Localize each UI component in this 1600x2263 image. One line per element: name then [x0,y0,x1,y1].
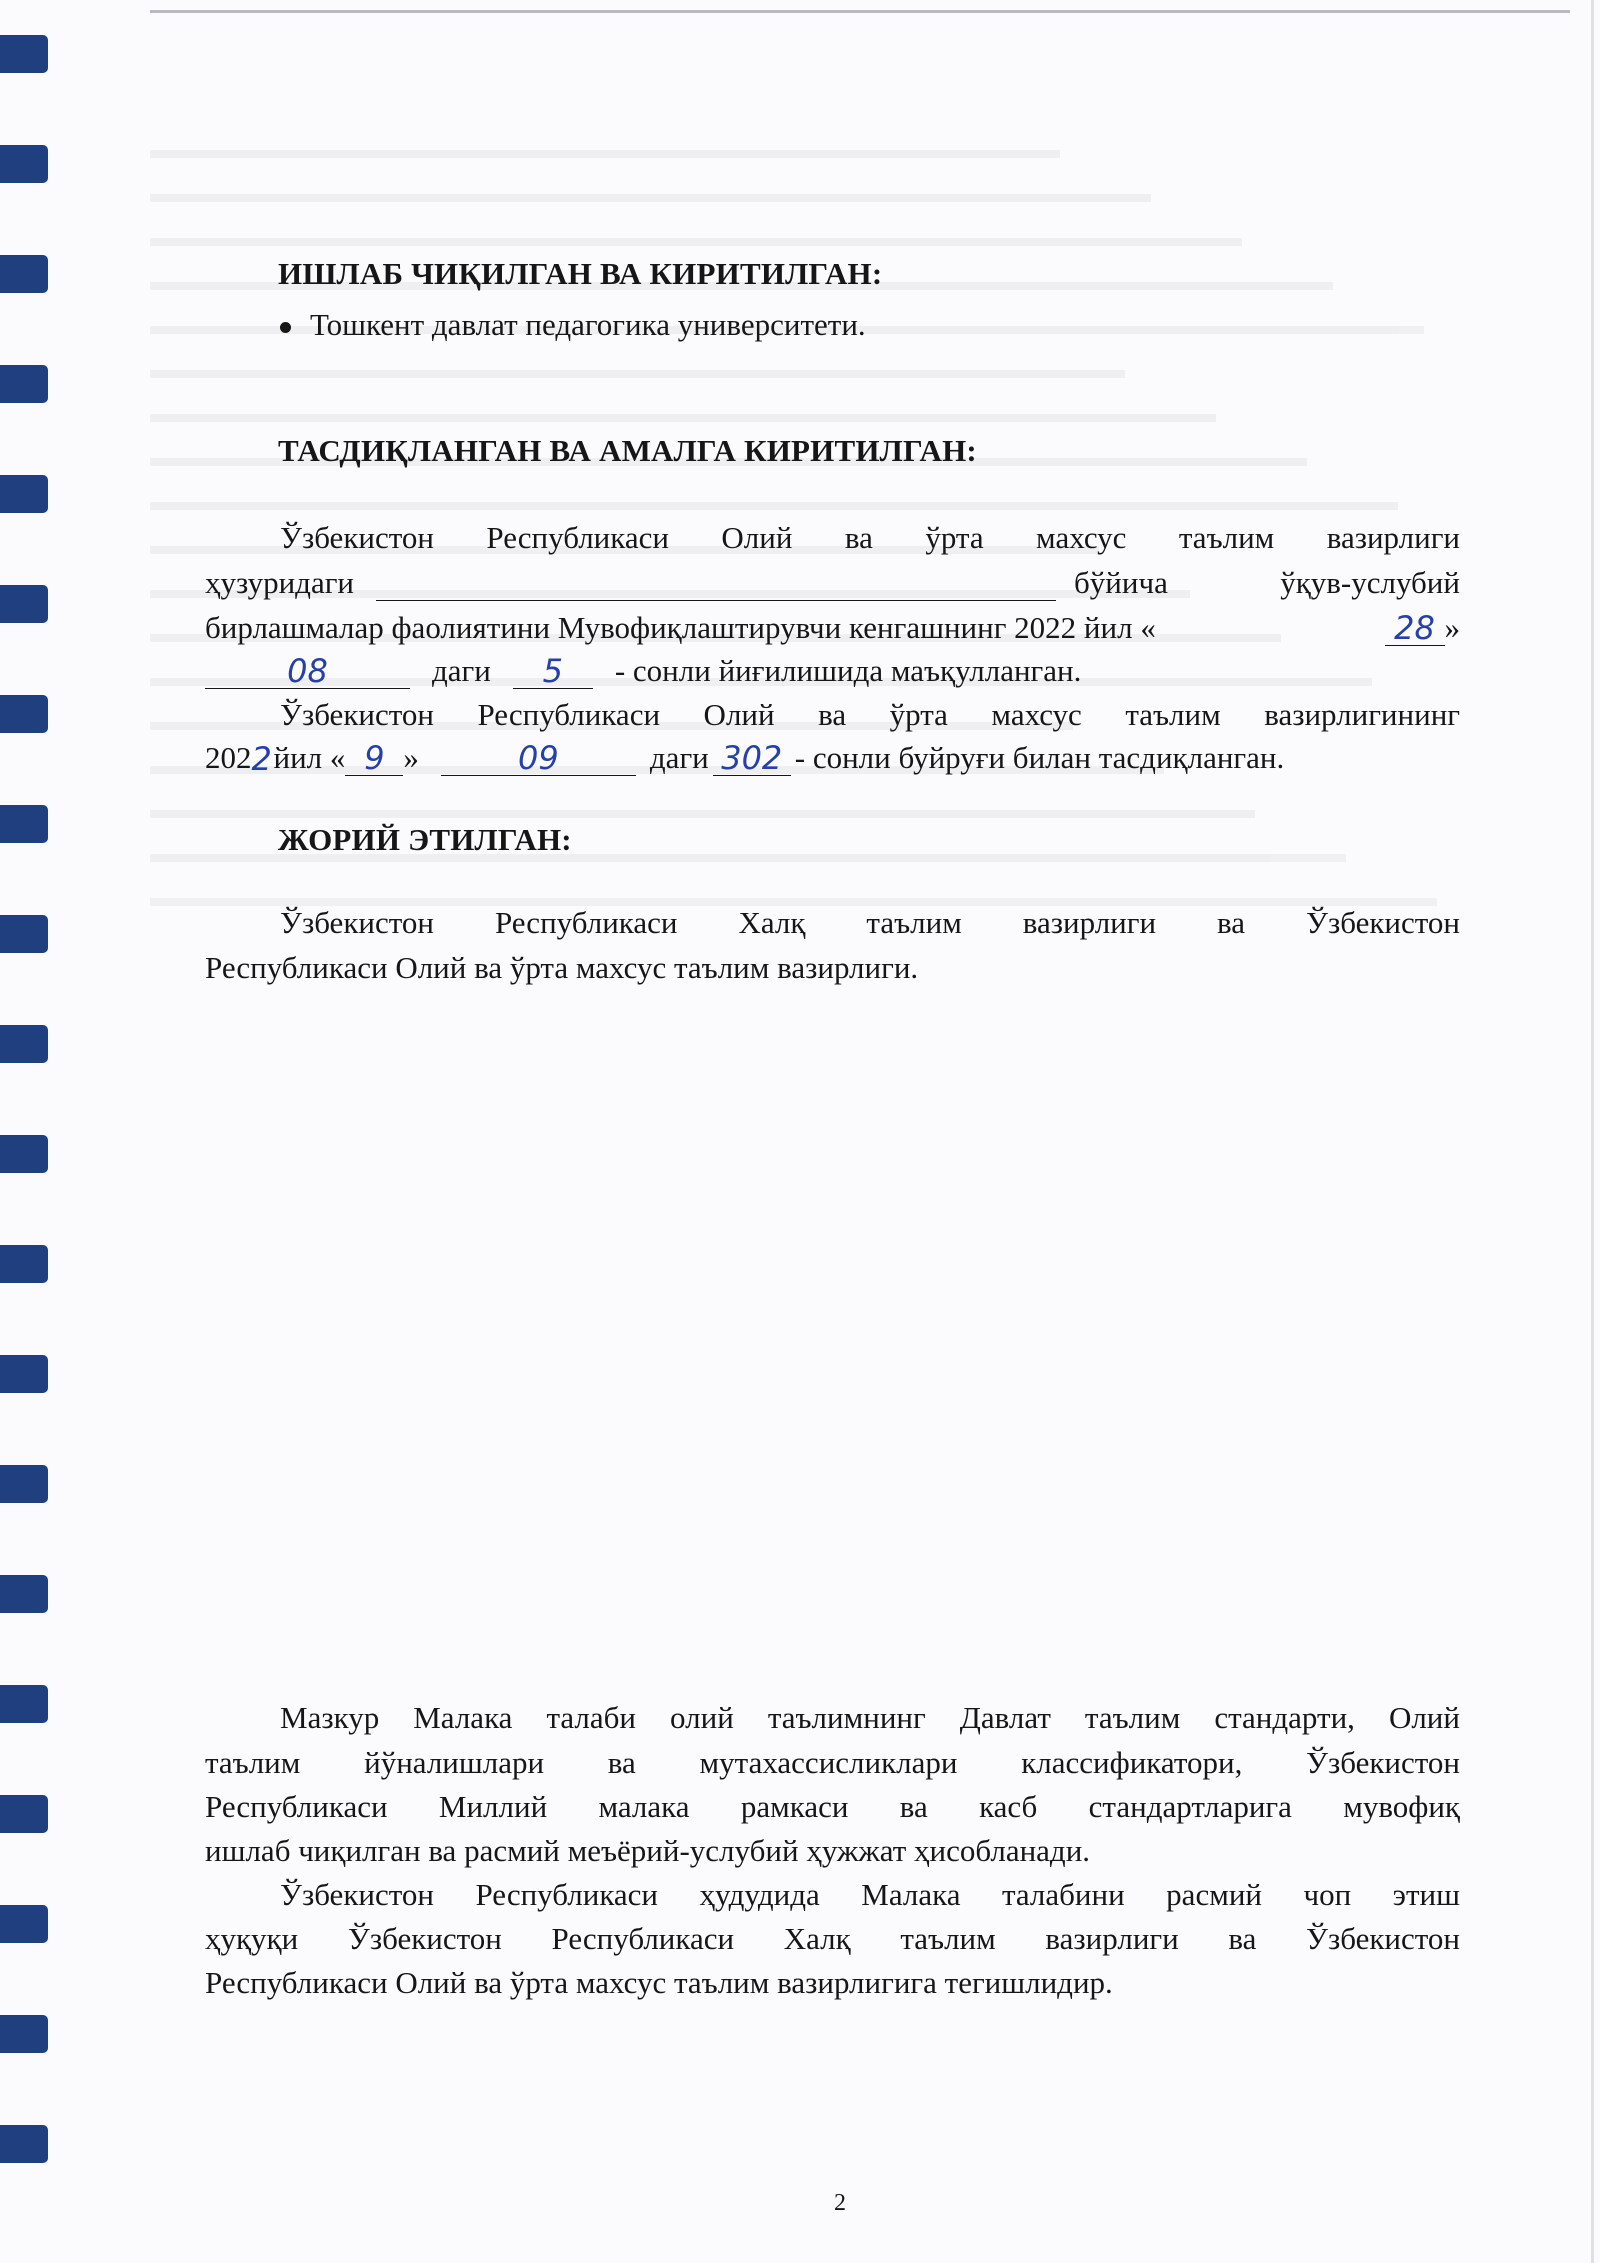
handwritten-month-1: 08 [205,654,410,689]
closing-p1-line-4: ишлаб чиқилган ва расмий меъёрий-услубий ҳужжат ҳисобланади. [205,1833,1091,1868]
approval-text: » [1444,610,1460,645]
decree-line-1: Ўзбекистон Республикаси Олий ва ўрта махсус таълим вазирлигининг [280,697,1460,732]
binding-hole [0,1025,48,1063]
show-through-line [150,502,1398,510]
heading-approved: ТАСДИҚЛАНГАН ВА АМАЛГА КИРИТИЛГАН: [278,433,977,468]
binding-hole [0,35,48,73]
closing-p1-line-1: Мазкур Малака талаби олий таълимнинг Давлат таълим стандарти, Олий [280,1700,1460,1735]
handwritten-number-1: 5 [513,654,593,689]
bullet-icon [280,322,291,333]
binding-hole [0,915,48,953]
binding-hole [0,1465,48,1503]
binding-hole [0,585,48,623]
approval-line-1: Ўзбекистон Республикаси Олий ва ўрта махсус таълим вазирлиги [280,520,1460,555]
approval-text: - сонли йиғилишида маъқулланган. [614,653,1082,688]
closing-p2-line-1: Ўзбекистон Республикаси ҳудудида Малака талабини расмий чоп этиш [280,1877,1460,1912]
approval-line-4 [205,653,1081,689]
handwritten-day-1: 28 [1385,611,1445,646]
decree-text: - сонли буйруғи билан тасдиқланган. [794,740,1285,775]
handwritten-month-2: 09 [441,741,636,776]
implemented-line-2: Республикаси Олий ва ўрта махсус таълим вазирлиги. [205,950,919,985]
approval-text: ҳузуридаги [205,565,355,600]
approval-text: бўйича ўқув-услубий [1074,565,1460,600]
binding-hole [0,695,48,733]
decree-text: 202 [205,740,252,775]
binding-hole [0,1905,48,1943]
handwritten-number-2: 302 [713,741,791,776]
decree-text: » [403,740,419,775]
scan-edge-right [1591,0,1594,2263]
handwritten-day-2: 9 [345,741,403,776]
heading-implemented: ЖОРИЙ ЭТИЛГАН: [278,822,572,857]
decree-text: даги [649,740,709,775]
binding-hole [0,2125,48,2163]
page-number: 2 [834,2190,846,2216]
approval-line-2 [205,565,1460,601]
binding-hole [0,145,48,183]
show-through-line [150,150,1060,158]
approval-text: даги [432,653,491,688]
show-through-line [150,414,1216,422]
scan-edge-top [150,10,1570,13]
closing-p1-line-2: таълим йўналишлари ва мутахассисликлари классификатори, Ўзбекистон [205,1745,1460,1780]
binding-hole [0,1135,48,1173]
handwritten-year-digit: 2 [251,740,272,778]
approval-text: бирлашмалар фаолиятини Мувофиқлаштирувчи кенгашнинг 2022 йил « [205,610,1156,645]
show-through-line [150,194,1151,202]
binding-hole [0,1795,48,1833]
closing-p1-line-3: Республикаси Миллий малака рамкаси ва касб стандартларига мувофиқ [205,1789,1460,1824]
binding-hole [0,1245,48,1283]
binding-hole [0,1685,48,1723]
closing-p2-line-2: ҳуқуқи Ўзбекистон Республикаси Халқ таълим вазирлиги ва Ўзбекистон [205,1921,1460,1956]
binding-hole [0,365,48,403]
developer-org: Тошкент давлат педагогика университети. [310,307,866,342]
binding-hole [0,805,48,843]
spiral-binding [0,0,60,2263]
approval-line-3 [205,610,1460,646]
binding-hole [0,1575,48,1613]
binding-hole [0,255,48,293]
blank-field-organization [376,566,1056,601]
binding-hole [0,2015,48,2053]
show-through-line [150,810,1255,818]
binding-hole [0,1355,48,1393]
binding-hole [0,475,48,513]
closing-p2-line-3: Республикаси Олий ва ўрта махсус таълим вазирлигига тегишлидир. [205,1965,1113,2000]
heading-developed: ИШЛАБ ЧИҚИЛГАН ВА КИРИТИЛГАН: [278,256,883,291]
decree-text: йил « [273,740,346,775]
show-through-line [150,238,1242,246]
show-through-line [150,370,1125,378]
implemented-line-1: Ўзбекистон Республикаси Халқ таълим вазирлиги ва Ўзбекистон [280,905,1460,940]
developer-list-item [280,307,866,343]
decree-line-2 [205,740,1284,776]
